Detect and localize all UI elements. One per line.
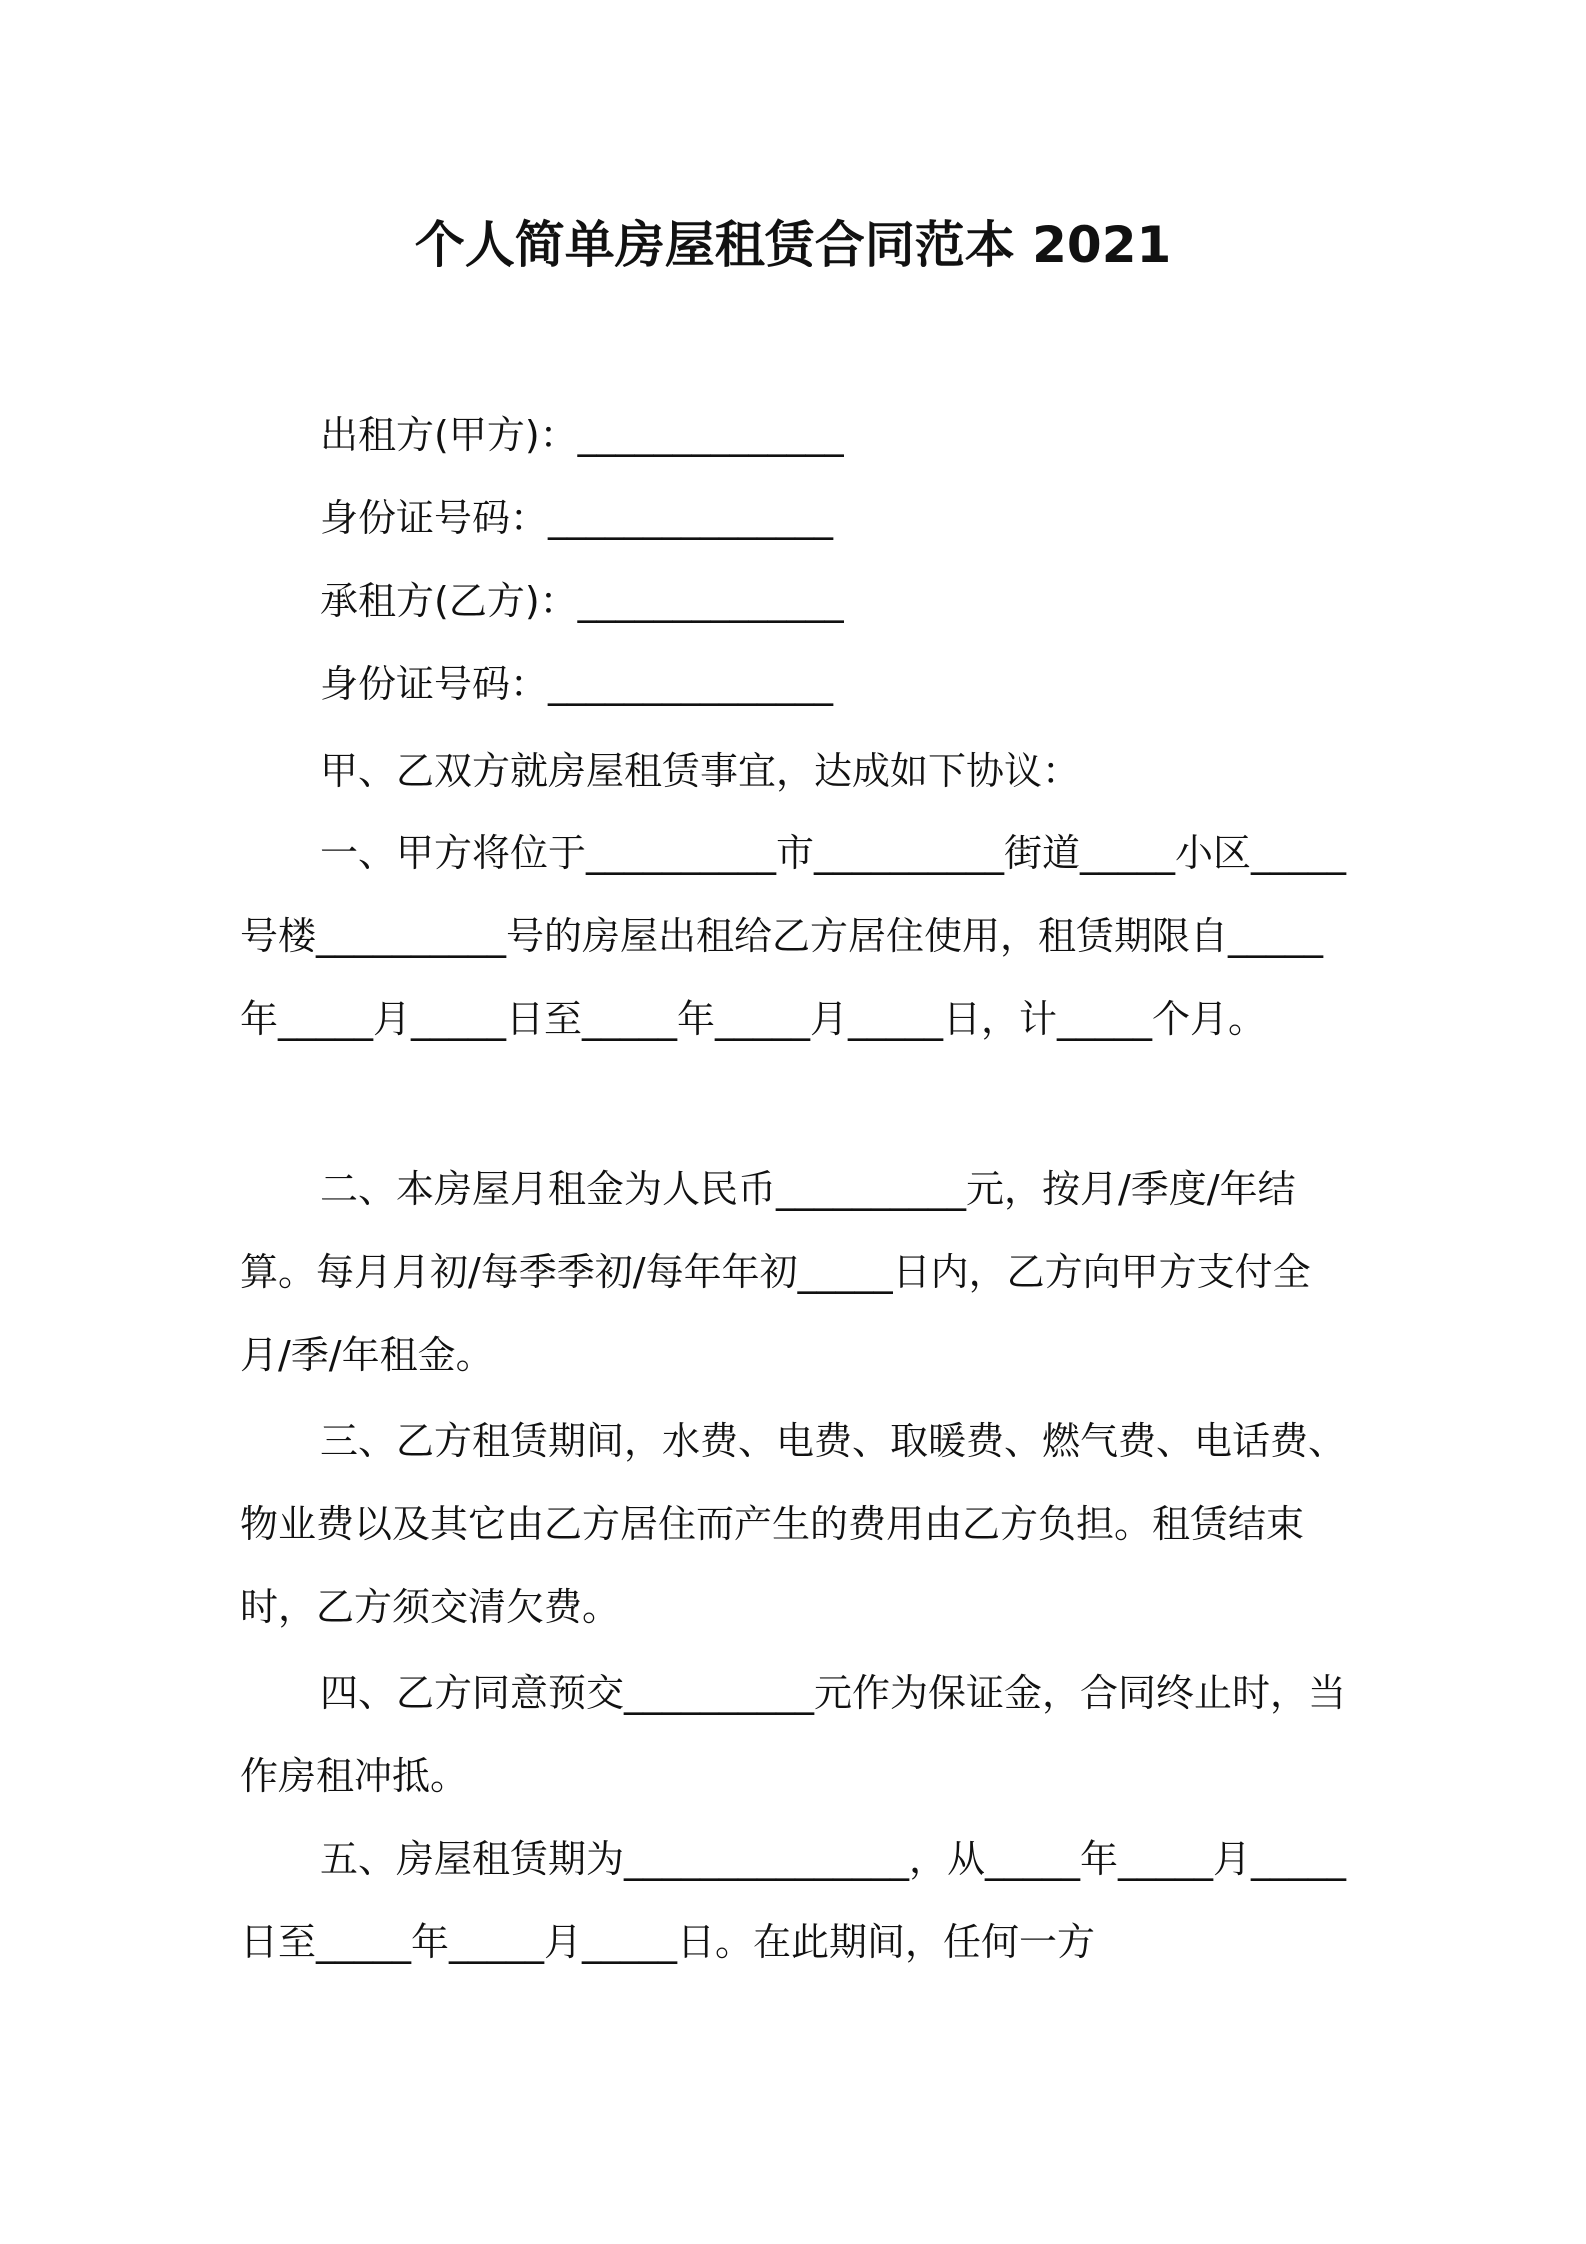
clause-4: 四、乙方同意预交__________元作为保证金，合同终止时，当作房租冲抵。 (240, 1671, 1347, 1798)
lessee-line: 承租方(乙方)：______________ (320, 579, 844, 623)
lessor-id-line: 身份证号码：_______________ (320, 496, 834, 540)
document-title: 个人简单房屋租赁合同范本 2021 (414, 216, 1172, 274)
clause-2: 二、本房屋月租金为人民币__________元，按月/季度/年结算。每月月初/每季季初/每年年初_____日内，乙方向甲方支付全月/季/年租金。 (240, 1167, 1311, 1377)
clause-3: 三、乙方租赁期间，水费、电费、取暖费、燃气费、电话费、物业费以及其它由乙方居住而产生的费用由乙方负担。租赁结束时，乙方须交清欠费。 (240, 1419, 1347, 1629)
lessor-line: 出租方(甲方)：______________ (320, 413, 844, 457)
clause-1: 一、甲方将位于__________市__________街道_____小区_____号楼__________号的房屋出租给乙方居住使用，租赁期限自_____年_____月_____日至_____年_____月_____日，计_____个月。 (240, 831, 1347, 1041)
clause-5: 五、房屋租赁期为_______________，从_____年_____月_____日至_____年_____月_____日。在此期间，任何一方 (240, 1837, 1347, 1964)
lessee-id-line: 身份证号码：_______________ (320, 662, 834, 706)
agreement-intro: 甲、乙双方就房屋租赁事宜，达成如下协议： (320, 749, 1081, 793)
